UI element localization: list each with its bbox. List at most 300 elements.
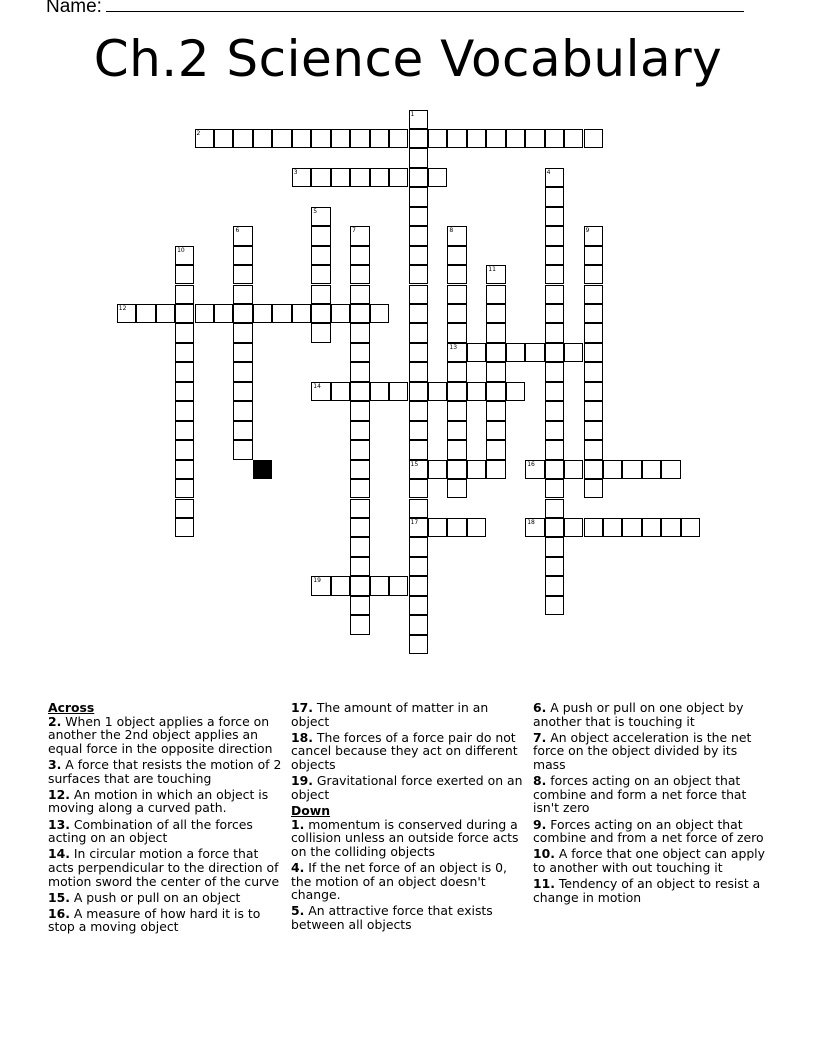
across-heading: Across [48, 700, 95, 715]
crossword-cell[interactable] [233, 401, 252, 420]
clue-down-11 [533, 877, 773, 904]
clue-number: 17. [291, 700, 313, 715]
name-label: Name: [46, 0, 102, 17]
cell-number: 15 [410, 460, 419, 468]
crossword-cell[interactable] [506, 129, 525, 148]
crossword-cell[interactable] [525, 343, 544, 362]
crossword-cell[interactable] [272, 129, 291, 148]
crossword-cell[interactable] [545, 246, 564, 265]
crossword-cell[interactable] [506, 343, 525, 362]
crossword-cell[interactable] [311, 382, 330, 401]
crossword-cell[interactable] [545, 401, 564, 420]
crossword-cell[interactable] [311, 207, 330, 226]
crossword-cell[interactable] [389, 382, 408, 401]
crossword-cell[interactable] [545, 537, 564, 556]
crossword-cell[interactable] [311, 226, 330, 245]
crossword-cell[interactable] [525, 460, 544, 479]
crossword-cell[interactable] [175, 460, 194, 479]
crossword-cell[interactable] [447, 518, 466, 537]
crossword-cell[interactable] [486, 421, 505, 440]
clue-across-18 [291, 731, 525, 772]
crossword-cell[interactable] [486, 382, 505, 401]
crossword-cell[interactable] [409, 187, 428, 206]
crossword-cell[interactable] [428, 518, 447, 537]
crossword-cell[interactable] [661, 518, 680, 537]
crossword-cell[interactable] [545, 207, 564, 226]
crossword-cell[interactable] [545, 343, 564, 362]
clue-number: 14. [48, 846, 70, 862]
crossword-cell[interactable] [564, 460, 583, 479]
crossword-cell[interactable] [292, 168, 311, 187]
crossword-cell[interactable] [447, 421, 466, 440]
crossword-cell[interactable] [331, 304, 350, 323]
crossword-cell[interactable] [214, 129, 233, 148]
crossword-cell[interactable] [545, 265, 564, 284]
crossword-cell[interactable] [233, 323, 252, 342]
clue-text: The amount of matter in an object [291, 700, 489, 729]
crossword-cell[interactable] [409, 129, 428, 148]
crossword-cell[interactable] [447, 246, 466, 265]
crossword-cell[interactable] [486, 323, 505, 342]
crossword-cell[interactable] [506, 382, 525, 401]
clue-number: 12. [48, 786, 70, 802]
crossword-cell[interactable] [486, 401, 505, 420]
crossword-cell[interactable] [350, 557, 369, 576]
crossword-cell[interactable] [233, 343, 252, 362]
crossword-cell[interactable] [370, 168, 389, 187]
crossword-cell[interactable] [545, 362, 564, 381]
clues-column-2 [291, 701, 525, 934]
cell-number: 5 [313, 207, 318, 215]
cell-number: 7 [352, 227, 356, 235]
crossword-cell[interactable] [311, 129, 330, 148]
down-heading: Down [291, 802, 331, 818]
crossword-cell[interactable] [175, 265, 194, 284]
crossword-cell[interactable] [350, 537, 369, 556]
clues-column-3 [533, 701, 773, 907]
crossword-cell[interactable] [389, 576, 408, 595]
cell-number: 4 [546, 168, 551, 176]
clue-text: If the net force of an object is 0, the motion of an object doesn't change. [291, 859, 507, 903]
crossword-cell[interactable] [350, 226, 369, 245]
crossword-cell[interactable] [156, 304, 175, 323]
crossword-cell[interactable] [545, 421, 564, 440]
crossword-cell[interactable] [350, 129, 369, 148]
cell-number: 10 [177, 246, 185, 254]
clue-down-4 [291, 861, 525, 902]
crossword-cell[interactable] [195, 304, 214, 323]
crossword-cell[interactable] [467, 382, 486, 401]
crossword-cell[interactable] [233, 285, 252, 304]
crossword-cell[interactable] [545, 499, 564, 518]
cell-number: 11 [488, 266, 496, 274]
crossword-cell[interactable] [545, 557, 564, 576]
crossword-cell[interactable] [311, 285, 330, 304]
crossword-cell[interactable] [175, 440, 194, 459]
crossword-cell[interactable] [253, 129, 272, 148]
crossword-cell[interactable] [409, 382, 428, 401]
crossword-cell[interactable] [584, 421, 603, 440]
clue-text: An object acceleration is the net force on the object divided by its mass [533, 729, 752, 772]
crossword-cell[interactable] [409, 323, 428, 342]
black-cell [253, 460, 272, 479]
crossword-cell[interactable] [409, 421, 428, 440]
crossword-cell[interactable] [486, 440, 505, 459]
clue-number: 3. [48, 756, 62, 772]
crossword-cell[interactable] [350, 460, 369, 479]
crossword-cell[interactable] [622, 460, 641, 479]
crossword-cell[interactable] [175, 323, 194, 342]
crossword-cell[interactable] [233, 304, 252, 323]
clue-text: The forces of a force pair do not cancel because they act on different objects [291, 729, 518, 772]
clue-text: An attractive force that exists between all objects [291, 903, 493, 932]
crossword-cell[interactable] [545, 460, 564, 479]
clue-across-15 [48, 891, 284, 905]
clue-across-13 [48, 818, 284, 845]
crossword-cell[interactable] [350, 518, 369, 537]
crossword-cell[interactable] [233, 246, 252, 265]
clue-text: A push or pull on an object [69, 889, 241, 905]
crossword-cell[interactable] [272, 304, 291, 323]
crossword-cell[interactable] [447, 401, 466, 420]
crossword-cell[interactable] [545, 187, 564, 206]
crossword-cell[interactable] [447, 265, 466, 284]
crossword-cell[interactable] [486, 460, 505, 479]
crossword-cell[interactable] [409, 518, 428, 537]
crossword-cell[interactable] [447, 479, 466, 498]
clue-across-2 [48, 715, 284, 756]
crossword-cell[interactable] [409, 499, 428, 518]
crossword-cell[interactable] [467, 343, 486, 362]
crossword-cell[interactable] [545, 226, 564, 245]
crossword-cell[interactable] [311, 265, 330, 284]
crossword-cell[interactable] [331, 129, 350, 148]
crossword-cell[interactable] [350, 576, 369, 595]
crossword-cell[interactable] [584, 246, 603, 265]
crossword-cell[interactable] [292, 129, 311, 148]
clue-down-8 [533, 774, 773, 815]
clue-number: 7. [533, 729, 547, 745]
crossword-cell[interactable] [350, 265, 369, 284]
clue-number: 4. [291, 859, 305, 875]
clue-text: A measure of how hard it is to stop a moving object [48, 905, 261, 935]
cell-number: 3 [293, 168, 298, 176]
cell-number: 18 [527, 518, 535, 526]
crossword-cell[interactable] [409, 246, 428, 265]
clue-number: 11. [533, 876, 555, 892]
crossword-cell[interactable] [350, 362, 369, 381]
crossword-cell[interactable] [311, 246, 330, 265]
clue-text: When 1 object applies a force on another the 2nd object applies an equal force in the opposite direction [48, 713, 273, 756]
crossword-cell[interactable] [584, 285, 603, 304]
crossword-cell[interactable] [584, 401, 603, 420]
clue-number: 5. [291, 903, 305, 919]
crossword-cell[interactable] [584, 460, 603, 479]
clue-across-17 [291, 701, 525, 728]
crossword-cell[interactable] [175, 285, 194, 304]
clue-number: 19. [291, 773, 313, 789]
crossword-cell[interactable] [584, 304, 603, 323]
crossword-cell[interactable] [622, 518, 641, 537]
crossword-cell[interactable] [409, 479, 428, 498]
crossword-cell[interactable] [175, 421, 194, 440]
crossword-cell[interactable] [389, 168, 408, 187]
clue-down-6 [533, 701, 773, 728]
crossword-cell[interactable] [584, 129, 603, 148]
crossword-cell[interactable] [545, 304, 564, 323]
crossword-cell[interactable] [603, 460, 622, 479]
crossword-cell[interactable] [486, 304, 505, 323]
page-title: Ch.2 Science Vocabulary [93, 30, 723, 88]
crossword-cell[interactable] [447, 343, 466, 362]
crossword-cell[interactable] [467, 460, 486, 479]
crossword-cell[interactable] [409, 207, 428, 226]
crossword-cell[interactable] [233, 440, 252, 459]
crossword-cell[interactable] [409, 362, 428, 381]
clue-number: 8. [533, 773, 547, 789]
crossword-cell[interactable] [175, 362, 194, 381]
crossword-cell[interactable] [233, 421, 252, 440]
crossword-cell[interactable] [311, 304, 330, 323]
crossword-cell[interactable] [409, 148, 428, 167]
crossword-cell[interactable] [233, 382, 252, 401]
crossword-cell[interactable] [467, 129, 486, 148]
crossword-cell[interactable] [584, 440, 603, 459]
crossword-cell[interactable] [428, 129, 447, 148]
clue-down-5 [291, 904, 525, 931]
crossword-cell[interactable] [545, 518, 564, 537]
crossword-cell[interactable] [117, 304, 136, 323]
clue-text: A force that resists the motion of 2 surfaces that are touching [48, 756, 282, 786]
crossword-cell[interactable] [409, 576, 428, 595]
clue-number: 18. [291, 729, 313, 745]
crossword-cell[interactable] [253, 304, 272, 323]
crossword-cell[interactable] [331, 382, 350, 401]
crossword-cell[interactable] [584, 479, 603, 498]
crossword-cell[interactable] [331, 576, 350, 595]
cell-number: 6 [235, 227, 240, 235]
crossword-cell[interactable] [370, 129, 389, 148]
crossword-cell[interactable] [292, 304, 311, 323]
clue-text: A force that one object can apply to another with out touching it [533, 846, 765, 875]
crossword-cell[interactable] [525, 129, 544, 148]
crossword-cell[interactable] [409, 440, 428, 459]
crossword-cell[interactable] [389, 129, 408, 148]
clue-text: momentum is conserved during a collision unless an outside force acts on the colliding objects [291, 816, 519, 859]
crossword-cell[interactable] [486, 343, 505, 362]
crossword-cell[interactable] [233, 226, 252, 245]
crossword-cell[interactable] [409, 537, 428, 556]
clue-across-3 [48, 758, 284, 785]
cell-number: 8 [449, 227, 454, 235]
cell-number: 16 [527, 460, 535, 468]
clue-number: 1. [291, 816, 305, 832]
crossword-cell[interactable] [350, 343, 369, 362]
crossword-cell[interactable] [409, 557, 428, 576]
crossword-cell[interactable] [584, 382, 603, 401]
crossword-cell[interactable] [350, 304, 369, 323]
crossword-cell[interactable] [545, 285, 564, 304]
crossword-cell[interactable] [661, 460, 680, 479]
crossword-cell[interactable] [331, 168, 350, 187]
cell-number: 2 [196, 129, 201, 137]
crossword-cell[interactable] [409, 110, 428, 129]
crossword-cell[interactable] [584, 343, 603, 362]
crossword-cell[interactable] [564, 343, 583, 362]
clue-text: Combination of all the forces acting on an object [48, 816, 253, 846]
crossword-cell[interactable] [525, 518, 544, 537]
crossword-cell[interactable] [564, 518, 583, 537]
crossword-cell[interactable] [545, 323, 564, 342]
crossword-cell[interactable] [350, 440, 369, 459]
crossword-cell[interactable] [195, 129, 214, 148]
crossword-cell[interactable] [545, 129, 564, 148]
crossword-cell[interactable] [175, 518, 194, 537]
crossword-cell[interactable] [584, 265, 603, 284]
clue-number: 16. [48, 905, 70, 921]
crossword-cell[interactable] [545, 382, 564, 401]
clue-text: Gravitational force exerted on an object [291, 773, 523, 802]
crossword-cell[interactable] [447, 129, 466, 148]
crossword-cell[interactable] [447, 382, 466, 401]
clue-down-7 [533, 731, 773, 772]
crossword-cell[interactable] [681, 518, 700, 537]
crossword-cell[interactable] [428, 168, 447, 187]
crossword-cell[interactable] [545, 596, 564, 615]
crossword-cell[interactable] [350, 499, 369, 518]
cell-number: 17 [410, 518, 419, 526]
crossword-cell[interactable] [428, 382, 447, 401]
crossword-cell[interactable] [486, 129, 505, 148]
cell-number: 12 [118, 305, 127, 312]
crossword-cell[interactable] [350, 615, 369, 634]
clue-down-10 [533, 847, 773, 874]
cell-number: 9 [585, 227, 590, 235]
crossword-cell[interactable] [370, 304, 389, 323]
crossword-cell[interactable] [409, 168, 428, 187]
crossword-cell[interactable] [311, 323, 330, 342]
crossword-cell[interactable] [584, 518, 603, 537]
clue-number: 2. [48, 713, 62, 729]
crossword-cell[interactable] [545, 576, 564, 595]
crossword-cell[interactable] [370, 576, 389, 595]
crossword-cell[interactable] [233, 362, 252, 381]
crossword-cell[interactable] [233, 265, 252, 284]
crossword-cell[interactable] [350, 382, 369, 401]
clue-text: In circular motion a force that acts perpendicular to the direction of motion sword the center of the curve [48, 846, 280, 889]
crossword-cell[interactable] [350, 479, 369, 498]
crossword-cell[interactable] [311, 168, 330, 187]
crossword-cell[interactable] [311, 576, 330, 595]
clue-number: 13. [48, 816, 70, 832]
crossword-cell[interactable] [175, 382, 194, 401]
crossword-cell[interactable] [409, 460, 428, 479]
clue-text: Forces acting on an object that combine and from a net force of zero [533, 816, 764, 846]
crossword-cell[interactable] [642, 460, 661, 479]
crossword-cell[interactable] [214, 304, 233, 323]
crossword-cell[interactable] [428, 460, 447, 479]
crossword-cell[interactable] [486, 362, 505, 381]
crossword-cell[interactable] [447, 226, 466, 245]
crossword-cell[interactable] [409, 226, 428, 245]
crossword-cell[interactable] [350, 168, 369, 187]
crossword-cell[interactable] [409, 285, 428, 304]
crossword-cell[interactable] [447, 285, 466, 304]
crossword-cell[interactable] [584, 226, 603, 245]
clue-down-1 [291, 818, 525, 859]
crossword-cell[interactable] [350, 421, 369, 440]
cell-number: 13 [449, 343, 458, 351]
crossword-cell[interactable] [350, 596, 369, 615]
clue-number: 10. [533, 846, 555, 862]
clue-number: 15. [48, 889, 70, 905]
crossword-cell[interactable] [545, 168, 564, 187]
crossword-cell[interactable] [175, 343, 194, 362]
clue-down-9 [533, 818, 773, 845]
crossword-cell[interactable] [564, 129, 583, 148]
clue-text: A push or pull on one object by another that is touching it [533, 700, 744, 729]
crossword-cell[interactable] [409, 304, 428, 323]
crossword-cell[interactable] [409, 615, 428, 634]
crossword-cell[interactable] [545, 479, 564, 498]
crossword-cell[interactable] [486, 265, 505, 284]
crossword-cell[interactable] [642, 518, 661, 537]
crossword-cell[interactable] [350, 401, 369, 420]
crossword-cell[interactable] [409, 265, 428, 284]
crossword-cell[interactable] [370, 382, 389, 401]
clue-text: forces acting on an object that combine and form a net force that isn't zero [533, 773, 747, 816]
crossword-cell[interactable] [175, 304, 194, 323]
crossword-cell[interactable] [584, 362, 603, 381]
crossword-cell[interactable] [486, 285, 505, 304]
cell-number: 14 [313, 382, 321, 390]
clue-across-12 [48, 788, 284, 815]
clue-text: An motion in which an object is moving along a curved path. [48, 786, 269, 816]
crossword-cell[interactable] [409, 401, 428, 420]
crossword-cell[interactable] [175, 499, 194, 518]
crossword-cell[interactable] [350, 246, 369, 265]
crossword-cell[interactable] [545, 440, 564, 459]
clue-number: 6. [533, 700, 547, 715]
cell-number: 1 [410, 110, 415, 118]
crossword-cell[interactable] [409, 596, 428, 615]
crossword-cell[interactable] [175, 401, 194, 420]
crossword-cell[interactable] [136, 304, 155, 323]
crossword-cell[interactable] [233, 129, 252, 148]
crossword-cell[interactable] [350, 323, 369, 342]
cell-number: 19 [313, 577, 321, 585]
crossword-cell[interactable] [447, 440, 466, 459]
crossword-cell[interactable] [409, 635, 428, 654]
clue-number: 9. [533, 816, 547, 832]
clue-text: Tendency of an object to resist a change in motion [533, 876, 761, 905]
crossword-cell[interactable] [603, 518, 622, 537]
clue-across-19 [291, 774, 525, 801]
crossword-cell[interactable] [447, 362, 466, 381]
crossword-cell[interactable] [447, 323, 466, 342]
crossword-cell[interactable] [409, 343, 428, 362]
clue-across-14 [48, 847, 284, 888]
crossword-cell[interactable] [447, 460, 466, 479]
crossword-cell[interactable] [584, 323, 603, 342]
clues-column-1 [48, 701, 284, 937]
crossword-cell[interactable] [350, 285, 369, 304]
crossword-cell[interactable] [175, 246, 194, 265]
crossword-cell[interactable] [467, 518, 486, 537]
crossword-cell[interactable] [447, 304, 466, 323]
crossword-cell[interactable] [175, 479, 194, 498]
clue-across-16 [48, 907, 284, 934]
